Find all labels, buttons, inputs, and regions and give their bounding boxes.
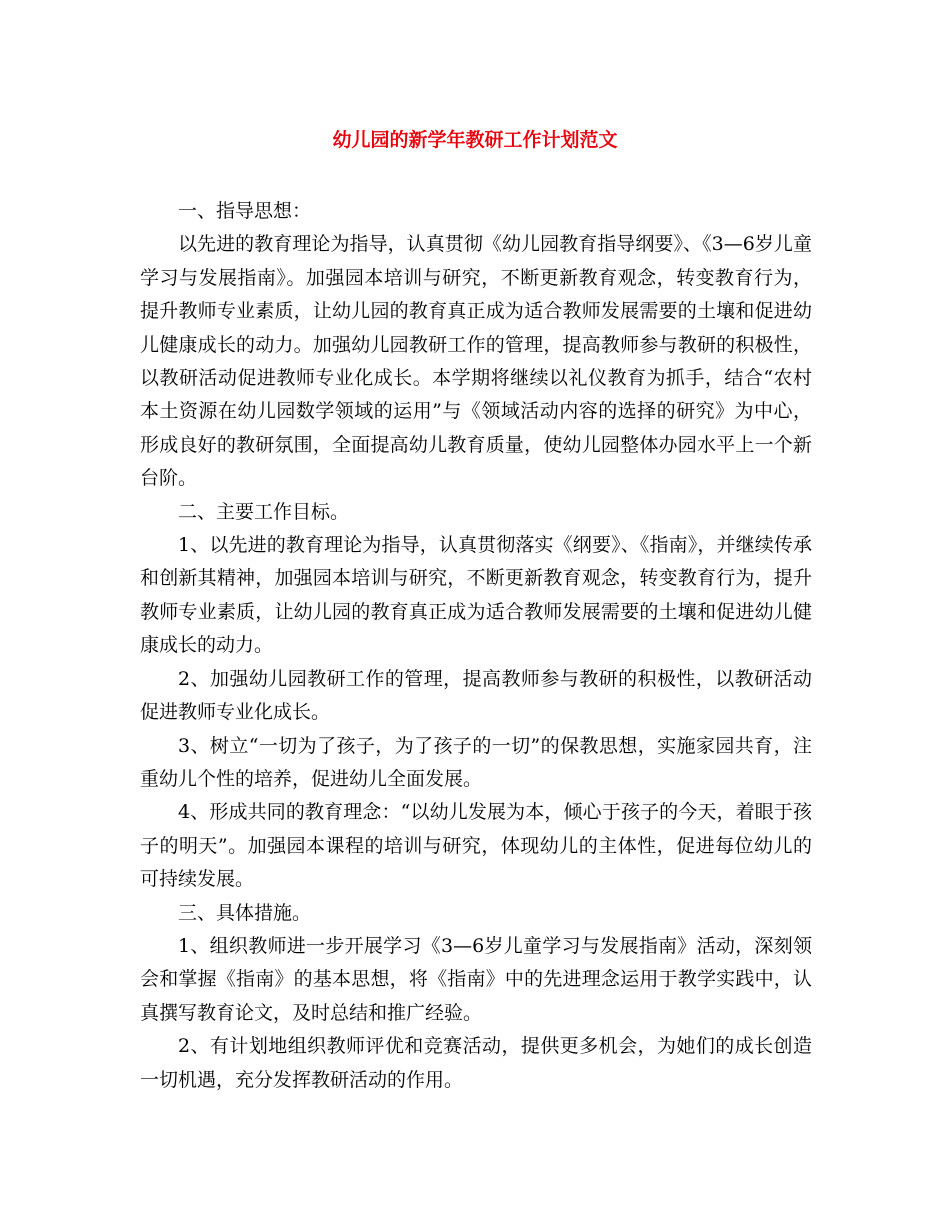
paragraph-goal-2: 2、加强幼儿园教研工作的管理，提高教师参与教研的积极性，以教研活动促进教师专业化成长。 bbox=[140, 667, 812, 724]
section-heading-guiding-ideology: 一、指导思想： bbox=[178, 200, 312, 222]
paragraph-measure-1: 1、组织教师进一步开展学习《3—6岁儿童学习与发展指南》活动，深刻领会和掌握《指南》的基本思想，将《指南》中的先进理念运用于教学实践中，认真撰写教育论文，及时总结和推广经验。 bbox=[140, 934, 812, 1024]
document-body bbox=[140, 195, 812, 1097]
paragraph-measure-2: 2、有计划地组织教师评优和竞赛活动，提供更多机会，为她们的成长创造一切机遇，充分发挥教研活动的作用。 bbox=[140, 1035, 812, 1091]
section-heading-main-goals: 二、主要工作目标。 bbox=[178, 500, 350, 523]
paragraph-guiding-ideology: 以先进的教育理论为指导，认真贯彻《幼儿园教育指导纲要》、《3—6岁儿童学习与发展指南》。加强园本培训与研究，不断更新教育观念，转变教育行为，提升教师专业素质，让幼儿园的教育真正成为适合教师发展需要的土壤和促进幼儿健康成长的动力。加强幼儿园教研工作的管理，提高教师参与教研的积极性，以教研活动促进教师专业化成长。本学期将继续以礼仪教育为抓手，结合“农村本土资源在幼儿园数学领域的运用”与《领域活动内容的选择的研究》为中心，形成良好的教研氛围，全面提高幼儿教育质量，使幼儿园整体办园水平上一个新台阶。 bbox=[140, 233, 812, 490]
paragraph-goal-1: 1、以先进的教育理论为指导，认真贯彻落实《纲要》、《指南》，并继续传承和创新其精神，加强园本培训与研究，不断更新教育观念，转变教育行为，提升教师专业素质，让幼儿园的教育真正成为适合教师发展需要的土壤和促进幼儿健康成长的动力。 bbox=[140, 534, 812, 657]
section-heading-measures: 三、具体措施。 bbox=[178, 901, 312, 924]
document-title: 幼儿园的新学年教研工作计划范文 bbox=[332, 129, 618, 151]
paragraph-goal-3: 3、树立“一切为了孩子，为了孩子的一切”的保教思想，实施家园共育，注重幼儿个性的培养，促进幼儿全面发展。 bbox=[140, 734, 812, 790]
paragraph-goal-4: 4、形成共同的教育理念：“以幼儿发展为本，倾心于孩子的今天，着眼于孩子的明天”。加强园本课程的培训与研究，体现幼儿的主体性，促进每位幼儿的可持续发展。 bbox=[140, 801, 812, 891]
